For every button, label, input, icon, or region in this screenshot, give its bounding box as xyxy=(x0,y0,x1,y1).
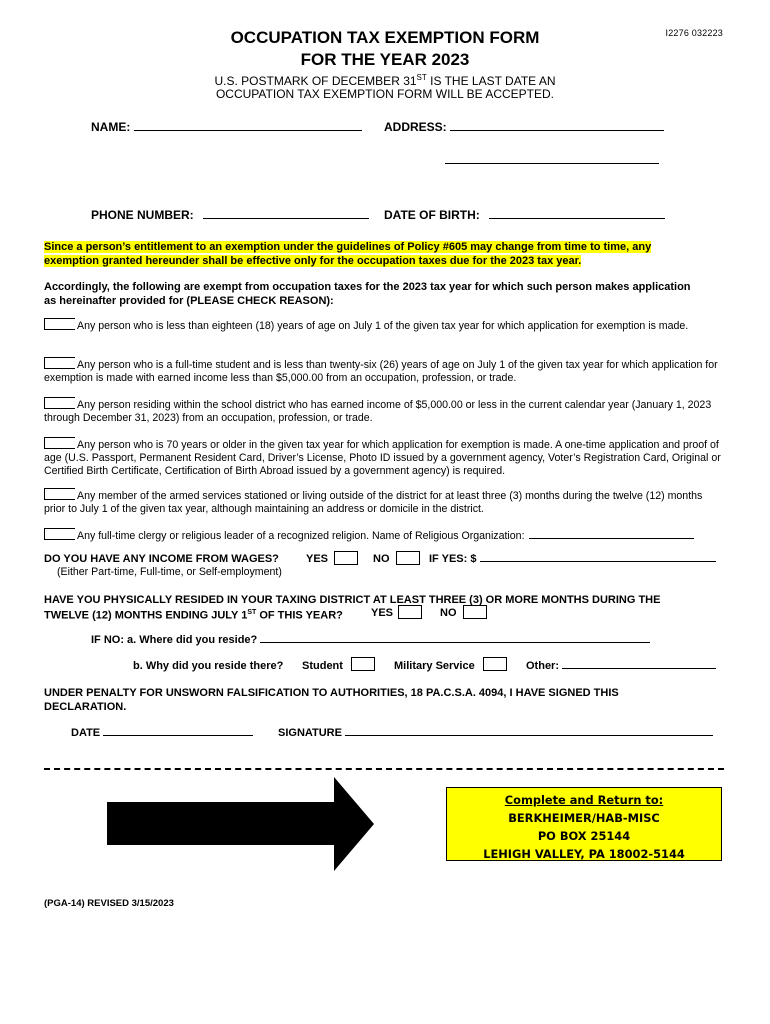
reason-checkbox-clergy[interactable] xyxy=(44,528,75,540)
why-reside-label: b. Why did you reside there? xyxy=(133,660,284,672)
return-address-box xyxy=(446,787,722,861)
where-reside-row: IF NO: a. Where did you reside? xyxy=(91,633,650,647)
name-input-line[interactable] xyxy=(134,119,362,131)
return-line-3: LEHIGH VALLEY, PA 18002-5144 xyxy=(483,847,685,861)
other-reason-input-line[interactable] xyxy=(562,659,716,669)
address-label: ADDRESS: xyxy=(384,120,447,134)
residence-question-line-2: TWELVE (12) MONTHS ENDING JULY 1ST OF THIS YEAR? xyxy=(44,609,343,622)
exemption-intro: Accordingly, the following are exempt from occupation taxes for the 2023 tax year for which such person makes application as hereinafter provided for (PLEASE CHECK REASON): xyxy=(44,281,691,307)
reason-checkbox-under-18[interactable] xyxy=(44,318,75,330)
return-heading: Complete and Return to: xyxy=(504,793,664,807)
postmark-notice-line-1: U.S. POSTMARK OF DECEMBER 31ST IS THE LAST DATE AN xyxy=(214,73,556,88)
reason-armed-services: Any member of the armed services stationed or living outside of the district for at least three (3) months during the twelve (12) months prior to July 1 of the given tax year, although maintaining an address or domicile in the district. xyxy=(44,490,703,515)
wages-amount-input-line[interactable] xyxy=(480,552,716,562)
other-reason-row: Other: xyxy=(526,659,716,673)
return-line-1: BERKHEIMER/HAB-MISC xyxy=(508,811,660,825)
policy-notice xyxy=(44,240,734,268)
wages-if-yes: IF YES: $ xyxy=(429,552,716,566)
dob-label: DATE OF BIRTH: xyxy=(384,208,480,222)
religious-organization-input-line[interactable] xyxy=(529,529,694,539)
reason-checkbox-low-income[interactable] xyxy=(44,397,75,409)
residence-no-label: NO xyxy=(440,607,457,619)
residence-no-checkbox[interactable] xyxy=(463,605,487,619)
date-row: DATE xyxy=(71,726,253,740)
wages-no-checkbox[interactable] xyxy=(396,551,420,565)
military-service-label: Military Service xyxy=(394,660,475,672)
date-input-line[interactable] xyxy=(103,726,253,736)
phone-label: PHONE NUMBER: xyxy=(91,208,194,222)
name-field-row xyxy=(91,119,362,134)
wages-yes-label: YES xyxy=(306,553,329,565)
reason-age-70: Any person who is 70 years or older in the given tax year for which application for exemption is made. A one-time application and proof of age (U.S. Passport, Permanent Resident Card, Driver’s License, Photo ID issued by a government agency, Voter’s Registration Card, Original or Certified Birth Certificate, Certification of Birth Abroad issued by a government agency) is required. xyxy=(44,439,721,477)
form-year-title: FOR THE YEAR 2023 xyxy=(300,50,470,69)
signature-row: SIGNATURE xyxy=(278,726,713,740)
wages-yes-checkbox[interactable] xyxy=(334,551,358,565)
reason-low-income: Any person residing within the school district who has earned income of $5,000.00 or less in the current calendar year (January 1, 2023 through December 31, 2023) from an occupation, profession, or trade. xyxy=(44,399,712,424)
reason-checkbox-age-70[interactable] xyxy=(44,437,75,449)
address-input-line-2[interactable] xyxy=(445,163,659,164)
phone-field-row xyxy=(91,207,369,222)
student-checkbox[interactable] xyxy=(351,657,375,671)
wages-note: (Either Part-time, Full-time, or Self-employment) xyxy=(57,566,282,578)
dob-field-row xyxy=(384,207,665,222)
postmark-notice-line-2: OCCUPATION TAX EXEMPTION FORM WILL BE ACCEPTED. xyxy=(215,87,555,101)
penalty-declaration: UNDER PENALTY FOR UNSWORN FALSIFICATION TO AUTHORITIES, 18 PA.C.S.A. 4094, I HAVE SIGNED THIS DECLARATION. xyxy=(44,687,619,713)
address-input-line[interactable] xyxy=(450,119,664,131)
reason-checkbox-armed-services[interactable] xyxy=(44,488,75,500)
dob-input-line[interactable] xyxy=(489,207,665,219)
residence-yes-checkbox[interactable] xyxy=(398,605,422,619)
cut-line-divider xyxy=(44,768,724,770)
policy-notice-line-1: Since a person’s entitlement to an exemption under the guidelines of Policy #605 may change from time to time, any xyxy=(44,241,652,253)
residence-yes-label: YES xyxy=(371,607,394,619)
signature-input-line[interactable] xyxy=(345,726,713,736)
reason-clergy: Any full-time clergy or religious leader of a recognized religion. Name of Religious Organization: xyxy=(44,528,734,543)
name-label: NAME: xyxy=(91,120,131,134)
residence-question-line-1: HAVE YOU PHYSICALLY RESIDED IN YOUR TAXING DISTRICT AT LEAST THREE (3) OR MORE MONTHS DURING THE xyxy=(44,594,661,606)
form-title: OCCUPATION TAX EXEMPTION FORM xyxy=(230,28,540,47)
policy-notice-line-2: exemption granted hereunder shall be effective only for the occupation taxes due for the 2023 tax year. xyxy=(44,255,582,267)
where-reside-input-line[interactable] xyxy=(260,633,650,643)
military-service-checkbox[interactable] xyxy=(483,657,507,671)
form-revision-footer: (PGA-14) REVISED 3/15/2023 xyxy=(44,898,174,909)
reason-student: Any person who is a full-time student and is less than twenty-six (26) years of age on July 1 of the given tax year for which application for exemption is made with earned income less than $5,000.00 from an occupation, profession, or trade. xyxy=(44,359,718,384)
right-arrow-icon xyxy=(107,777,375,871)
wages-no-label: NO xyxy=(373,553,390,565)
reason-under-18: Any person who is less than eighteen (18) years of age on July 1 of the given tax year for which application for exemption is made. xyxy=(44,318,724,333)
return-line-2: PO BOX 25144 xyxy=(537,829,631,843)
reason-checkbox-student[interactable] xyxy=(44,357,75,369)
form-code: I2276 032223 xyxy=(665,28,723,38)
phone-input-line[interactable] xyxy=(203,207,369,219)
student-label: Student xyxy=(302,660,343,672)
address-field-row xyxy=(384,119,664,134)
wages-question: DO YOU HAVE ANY INCOME FROM WAGES? xyxy=(44,553,279,565)
